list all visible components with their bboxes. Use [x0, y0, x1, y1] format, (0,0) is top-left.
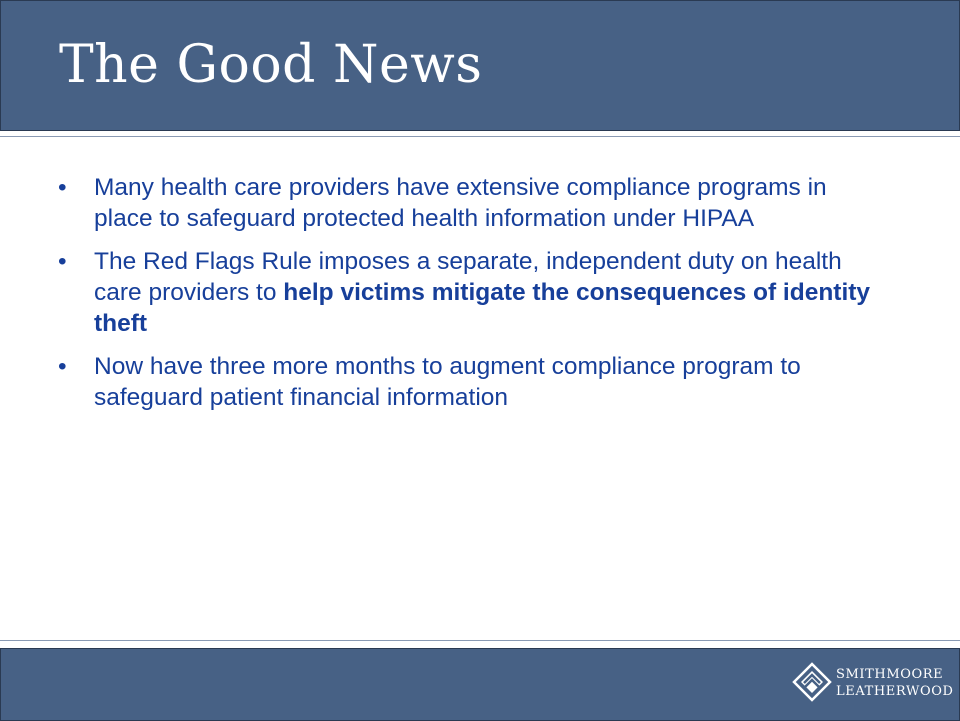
bullet-text: Many health care providers have extensive compliance programs in place to safeguard protected health information under HIPAA [94, 174, 827, 232]
slide-title: The Good News [59, 35, 483, 95]
header-divider [0, 136, 960, 137]
footer-divider [0, 640, 960, 641]
title-bar [0, 0, 960, 131]
company-logo [792, 660, 952, 708]
bullet-marker: • [58, 248, 67, 275]
bullet-item [58, 351, 878, 413]
bullet-item [58, 172, 878, 234]
bullet-marker: • [58, 174, 67, 201]
bullet-item [58, 246, 878, 339]
logo-wordmark [836, 666, 954, 700]
bullet-text: Now have three more months to augment compliance program to safeguard patient financial information [94, 353, 801, 411]
bullet-list [58, 172, 878, 425]
bullet-marker: • [58, 353, 67, 380]
bullet-emphasis: help victims mitigate the consequences of identity theft [94, 279, 871, 337]
bullet-text: The Red Flags Rule imposes a separate, independent duty on health care providers to [94, 248, 842, 306]
logo-line-2: LEATHERWOOD [836, 684, 954, 699]
logo-line-1: SMITHMOORE [836, 667, 944, 682]
logo-mark-icon [792, 662, 832, 702]
